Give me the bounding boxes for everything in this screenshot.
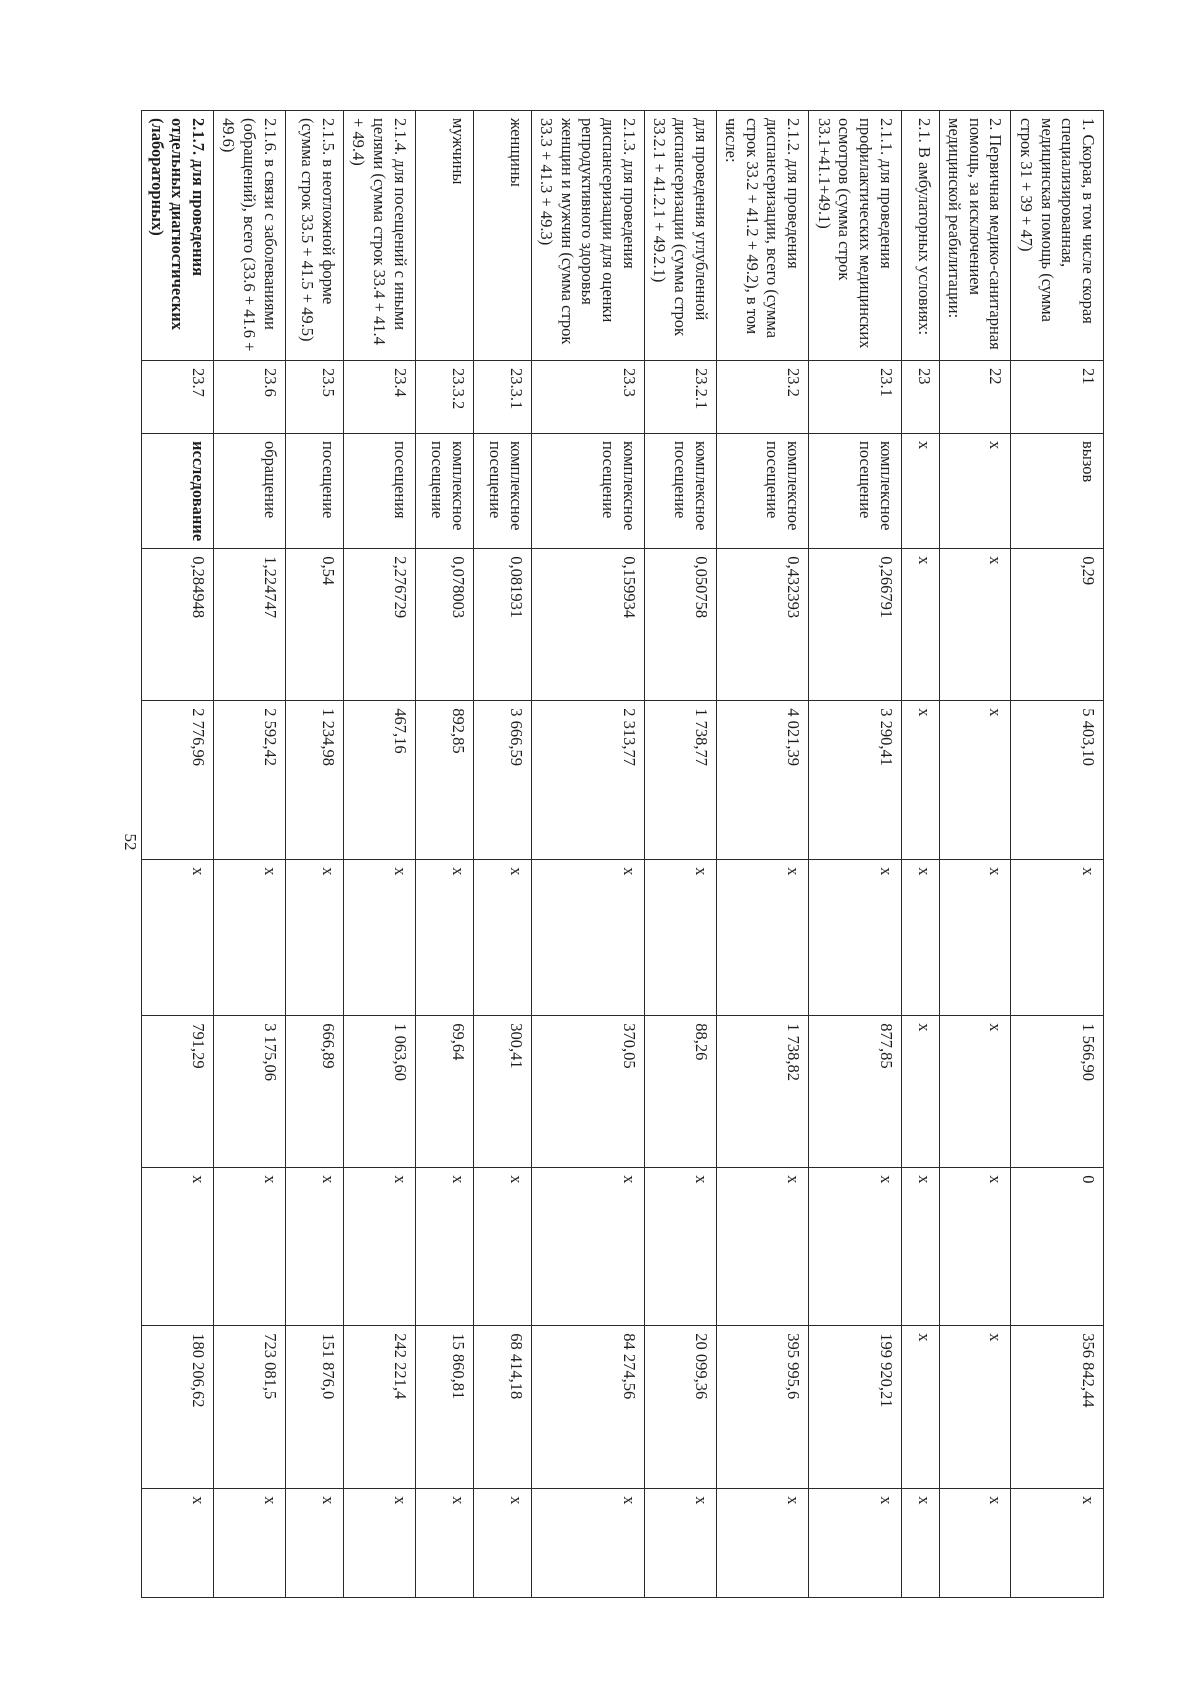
row-line-number: 23: [901, 361, 939, 434]
row-value-5: х: [415, 1168, 473, 1326]
row-value-3: х: [531, 860, 644, 1016]
row-value-1: х: [901, 549, 939, 701]
row-value-7: х: [415, 1489, 473, 1598]
row-value-2: 5 403,10: [1011, 701, 1104, 860]
row-value-3: х: [644, 860, 716, 1016]
table-row: [142, 111, 214, 1598]
row-value-6: 395 995,6: [716, 1326, 809, 1489]
row-unit: х: [939, 434, 1011, 549]
row-value-1: 0,050758: [644, 549, 716, 701]
row-description: для проведения углубленной диспансеризации (сумма строк 33.2.1 + 41.2.1 + 49.2.1): [644, 111, 716, 361]
row-line-number: 23.3: [531, 361, 644, 434]
row-value-7: х: [1011, 1489, 1104, 1598]
row-unit: комплексное посещение: [809, 434, 902, 549]
row-value-4: 791,29: [142, 1016, 214, 1168]
row-unit: комплексное посещение: [473, 434, 531, 549]
table-row: [285, 111, 343, 1598]
row-description: 2.1.4. для посещений с иными целями (сумма строк 33.4 + 41.4 + 49.4): [343, 111, 415, 361]
row-value-3: х: [213, 860, 285, 1016]
row-value-2: х: [901, 701, 939, 860]
row-value-2: 3 666,59: [473, 701, 531, 860]
page-number: 52: [121, 833, 140, 851]
table-row: [644, 111, 716, 1598]
row-line-number: 23.4: [343, 361, 415, 434]
row-value-1: 2,276729: [343, 549, 415, 701]
row-value-5: х: [901, 1168, 939, 1326]
row-value-6: 68 414,18: [473, 1326, 531, 1489]
row-value-6: 15 860,81: [415, 1326, 473, 1489]
row-value-6: 180 206,62: [142, 1326, 214, 1489]
row-value-3: х: [716, 860, 809, 1016]
row-value-4: 370,05: [531, 1016, 644, 1168]
table-row: [213, 111, 285, 1598]
table-row: [473, 111, 531, 1598]
row-value-3: х: [901, 860, 939, 1016]
row-value-3: х: [1011, 860, 1104, 1016]
row-value-7: х: [473, 1489, 531, 1598]
row-value-2: 467,16: [343, 701, 415, 860]
row-value-5: х: [213, 1168, 285, 1326]
row-value-1: х: [939, 549, 1011, 701]
row-value-7: х: [809, 1489, 902, 1598]
row-value-5: х: [939, 1168, 1011, 1326]
row-value-2: 1 234,98: [285, 701, 343, 860]
row-line-number: 23.5: [285, 361, 343, 434]
row-value-2: х: [939, 701, 1011, 860]
row-value-6: 242 221,4: [343, 1326, 415, 1489]
row-line-number: 23.3.1: [473, 361, 531, 434]
row-line-number: 22: [939, 361, 1011, 434]
row-value-1: 0,159934: [531, 549, 644, 701]
row-value-4: 69,64: [415, 1016, 473, 1168]
row-line-number: 23.6: [213, 361, 285, 434]
row-value-7: х: [343, 1489, 415, 1598]
row-description: 2. Первичная медико-санитарная помощь, за исключением медицинской реабилитации:: [939, 111, 1011, 361]
row-value-5: х: [644, 1168, 716, 1326]
row-description: 2.1.1. для проведения профилактических медицинских осмотров (сумма строк 33.1+41.1+49.1): [809, 111, 902, 361]
row-line-number: 23.7: [142, 361, 214, 434]
row-line-number: 23.2: [716, 361, 809, 434]
row-value-7: х: [531, 1489, 644, 1598]
row-unit: комплексное посещение: [531, 434, 644, 549]
row-value-6: 151 876,0: [285, 1326, 343, 1489]
row-value-7: х: [285, 1489, 343, 1598]
row-description: 2.1.6. в связи с заболеваниями (обращений), всего (33.6 + 41.6 + 49.6): [213, 111, 285, 361]
table-row: [809, 111, 902, 1598]
table-row: [531, 111, 644, 1598]
row-unit: комплексное посещение: [644, 434, 716, 549]
row-value-2: 2 776,96: [142, 701, 214, 860]
row-value-6: х: [939, 1326, 1011, 1489]
row-value-1: 0,266791: [809, 549, 902, 701]
row-line-number: 23.2.1: [644, 361, 716, 434]
row-unit: посещение: [285, 434, 343, 549]
row-unit: х: [901, 434, 939, 549]
row-value-2: 2 592,42: [213, 701, 285, 860]
financing-table: [141, 110, 1104, 1598]
row-value-7: х: [716, 1489, 809, 1598]
row-value-6: 84 274,56: [531, 1326, 644, 1489]
row-line-number: 23.1: [809, 361, 902, 434]
row-description: 2.1. В амбулаторных условиях:: [901, 111, 939, 361]
row-value-3: х: [415, 860, 473, 1016]
row-value-7: х: [901, 1489, 939, 1598]
table-row: [901, 111, 939, 1598]
row-value-4: х: [901, 1016, 939, 1168]
row-description: женщины: [473, 111, 531, 361]
table-row: [939, 111, 1011, 1598]
row-description: 2.1.5. в неотложной форме (сумма строк 33.5 + 41.5 + 49.5): [285, 111, 343, 361]
row-value-3: х: [473, 860, 531, 1016]
table-row: [716, 111, 809, 1598]
row-value-3: х: [939, 860, 1011, 1016]
row-value-3: х: [809, 860, 902, 1016]
row-unit: комплексное посещение: [716, 434, 809, 549]
row-value-5: х: [142, 1168, 214, 1326]
row-line-number: 23.3.2: [415, 361, 473, 434]
row-value-1: 0,078003: [415, 549, 473, 701]
row-value-7: х: [644, 1489, 716, 1598]
row-value-4: 300,41: [473, 1016, 531, 1168]
row-value-6: 723 081,5: [213, 1326, 285, 1489]
table-row: [1011, 111, 1104, 1598]
row-value-4: 666,89: [285, 1016, 343, 1168]
row-value-4: 3 175,06: [213, 1016, 285, 1168]
row-value-1: 0,081931: [473, 549, 531, 701]
row-unit: исследование: [142, 434, 214, 549]
row-value-4: 88,26: [644, 1016, 716, 1168]
row-value-7: х: [142, 1489, 214, 1598]
row-value-7: х: [939, 1489, 1011, 1598]
row-value-5: х: [343, 1168, 415, 1326]
row-value-4: 1 738,82: [716, 1016, 809, 1168]
row-value-6: 356 842,44: [1011, 1326, 1104, 1489]
table-row: [343, 111, 415, 1598]
row-description: мужчины: [415, 111, 473, 361]
row-value-4: х: [939, 1016, 1011, 1168]
row-description: 1. Скорая, в том числе скорая специализированная, медицинская помощь (сумма строк 31 + 39 + 47): [1011, 111, 1104, 361]
row-description: 2.1.7. для проведения отдельных диагностических (лабораторных): [142, 111, 214, 361]
row-value-3: х: [343, 860, 415, 1016]
row-description: 2.1.2. для проведения диспансеризации, всего (сумма строк 33.2 + 41.2 + 49.2), в том числе:: [716, 111, 809, 361]
row-value-5: х: [716, 1168, 809, 1326]
row-value-4: 877,85: [809, 1016, 902, 1168]
row-value-1: 0,432393: [716, 549, 809, 701]
row-value-5: х: [285, 1168, 343, 1326]
row-value-6: 199 920,21: [809, 1326, 902, 1489]
row-description: 2.1.3. для проведения диспансеризации для оценки репродуктивного здоровья женщин и мужчин (сумма строк 33.3 + 41.3 + 49.3): [531, 111, 644, 361]
row-unit: комплексное посещение: [415, 434, 473, 549]
row-value-1: 0,29: [1011, 549, 1104, 701]
row-value-2: 2 313,77: [531, 701, 644, 860]
row-value-4: 1 566,90: [1011, 1016, 1104, 1168]
table-body: [142, 111, 1104, 1598]
row-value-6: 20 099,36: [644, 1326, 716, 1489]
row-unit: обращение: [213, 434, 285, 549]
row-value-2: 3 290,41: [809, 701, 902, 860]
row-value-5: х: [809, 1168, 902, 1326]
row-value-5: х: [531, 1168, 644, 1326]
row-value-4: 1 063,60: [343, 1016, 415, 1168]
row-value-3: х: [285, 860, 343, 1016]
row-value-1: 0,284948: [142, 549, 214, 701]
row-unit: посещения: [343, 434, 415, 549]
row-value-6: х: [901, 1326, 939, 1489]
row-value-1: 1,224747: [213, 549, 285, 701]
row-value-2: 892,85: [415, 701, 473, 860]
row-value-5: 0: [1011, 1168, 1104, 1326]
row-line-number: 21: [1011, 361, 1104, 434]
row-value-3: х: [142, 860, 214, 1016]
row-value-2: 1 738,77: [644, 701, 716, 860]
row-value-2: 4 021,39: [716, 701, 809, 860]
row-unit: вызов: [1011, 434, 1104, 549]
table-row: [415, 111, 473, 1598]
row-value-5: х: [473, 1168, 531, 1326]
row-value-7: х: [213, 1489, 285, 1598]
row-value-1: 0,54: [285, 549, 343, 701]
